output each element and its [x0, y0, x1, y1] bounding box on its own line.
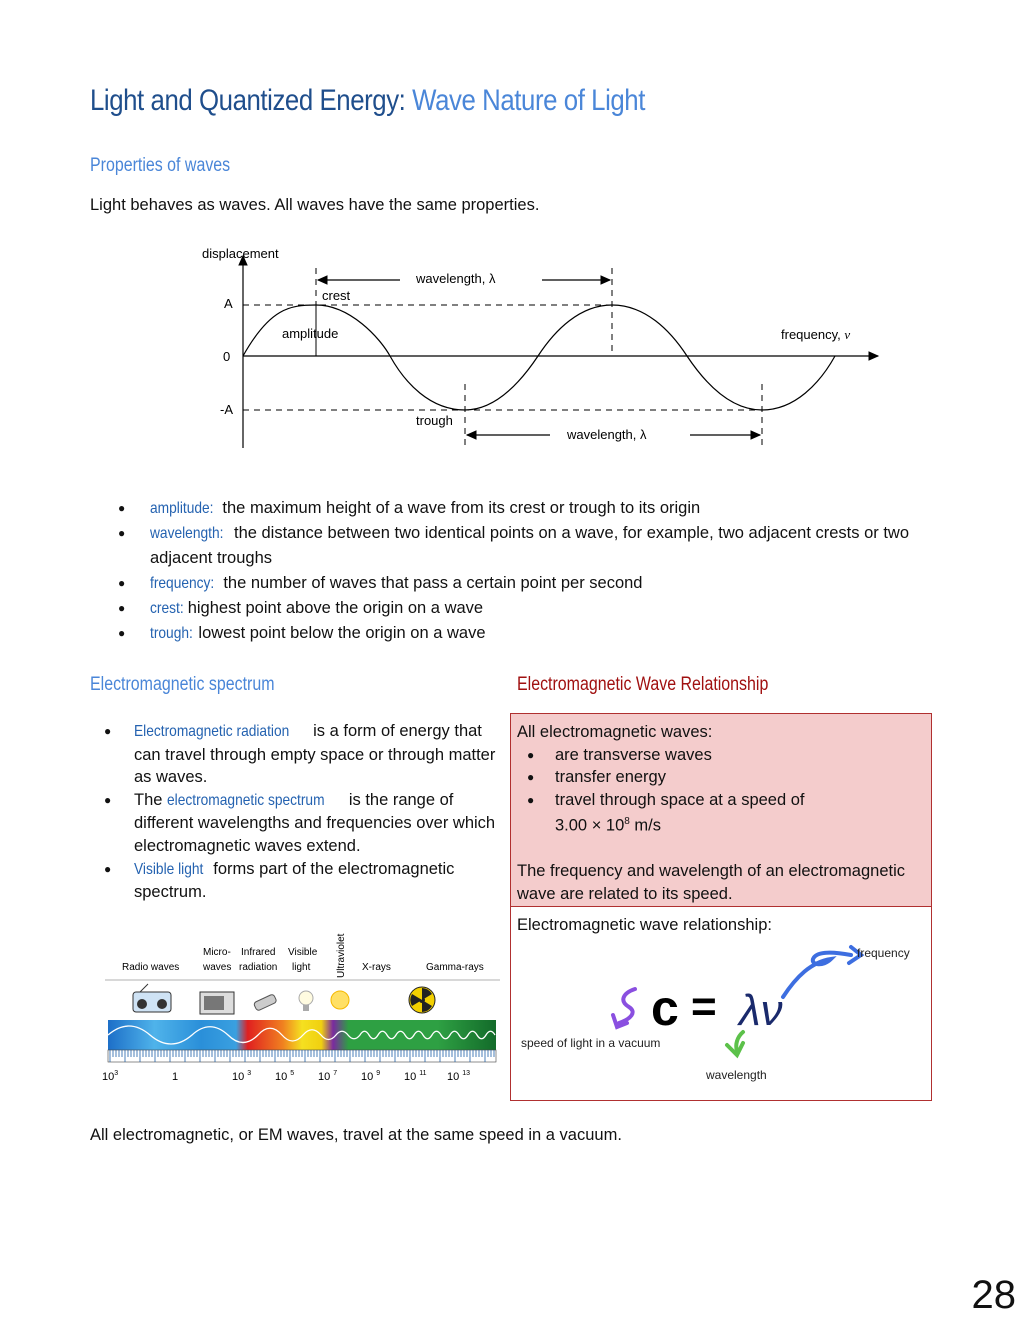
label-displacement: displacement — [202, 246, 279, 261]
em-bullet-prefix: The — [134, 790, 163, 809]
tick-label: 10 $^7$ — [318, 1070, 338, 1083]
list-item — [104, 720, 504, 789]
spectrum-band — [108, 1020, 496, 1050]
label-wavelength: wavelength — [706, 1068, 767, 1082]
tick-label: $10^3$ — [102, 1070, 119, 1083]
em-bullet-text: is the range of different wavelengths and frequencies over which electromagnetic waves extend. — [134, 790, 496, 855]
tick-label: 1 — [172, 1071, 179, 1083]
relation-text: The frequency and wavelength of an electromagnetic wave are related to its speed. — [517, 862, 905, 903]
speed-exponent: 8 — [624, 816, 630, 828]
definition-text: the number of waves that pass a certain point per second — [223, 574, 643, 592]
label-gamma: Gamma-rays — [426, 962, 484, 973]
definition-text: the distance between two identical points on a wave, for example, two adjacent crests or two adjacent troughs — [150, 524, 910, 567]
label-ultraviolet: Ultraviolet — [336, 933, 347, 978]
sun-icon — [331, 991, 349, 1009]
em-bullet-text: is a form of energy that can travel through empty space or through matter as waves. — [134, 722, 496, 787]
em-properties-list — [527, 744, 925, 838]
definition-term: amplitude: — [150, 500, 214, 517]
title-part2: Wave Nature of Light — [412, 84, 645, 117]
heading-em-wave-relationship: Electromagnetic Wave Relationship — [517, 674, 769, 695]
tick-label: 10 $^9$ — [361, 1070, 381, 1083]
heading-em-spectrum: Electromagnetic spectrum — [90, 674, 275, 695]
speed-unit: m/s — [629, 816, 662, 835]
label-speed: speed of light in a vacuum — [521, 1036, 661, 1050]
list-item: ● transfer energy — [527, 766, 925, 789]
list-item: ● are transverse waves — [527, 744, 925, 767]
remote-icon — [253, 994, 277, 1011]
label-frequency: frequency, v — [781, 327, 851, 342]
spectrum-graphic — [100, 920, 505, 1090]
tick-label: 10 $^5$ — [275, 1070, 295, 1083]
label-radio: Radio waves — [122, 962, 180, 973]
equation-c: c — [651, 980, 679, 1036]
label-xrays: X-rays — [362, 962, 391, 973]
page-title — [90, 84, 645, 118]
equation-box — [510, 906, 932, 1101]
box-intro: All electromagnetic waves: — [517, 723, 713, 741]
lightbulb-icon — [299, 991, 313, 1011]
speed-value: 3.00 × 10 — [555, 816, 625, 835]
label-visible2: light — [292, 962, 311, 973]
list-item — [104, 789, 504, 858]
em-bullet-text: forms part of the electromagnetic spectrum. — [134, 859, 455, 902]
equation-rhs: λν — [739, 986, 783, 1035]
term-em-radiation: Electromagnetic radiation — [134, 723, 290, 740]
label-frequency: frequency — [857, 946, 910, 960]
page-number: 28 — [971, 1273, 1016, 1317]
frequency-arrow-icon — [783, 953, 851, 997]
list-item — [104, 858, 504, 904]
tick-label: 10 $^{13}$ — [447, 1070, 471, 1083]
equation-heading: Electromagnetic wave relationship: — [517, 916, 772, 934]
term-visible-light: Visible light — [134, 860, 204, 878]
definition-text: the maximum height of a wave from its crest or trough to its origin — [222, 499, 701, 517]
list-item — [118, 521, 948, 571]
definition-term: trough: — [150, 625, 193, 642]
microwave-icon — [200, 992, 234, 1014]
label-wavelength-bottom: wavelength, λ — [567, 427, 647, 442]
title-part1: Light and Quantized Energy: — [90, 84, 406, 117]
intro-text: Light behaves as waves. All waves have the same properties. — [90, 196, 540, 214]
label-tick-a: A — [224, 296, 233, 311]
label-crest: crest — [322, 288, 351, 303]
sine-wave — [243, 305, 835, 410]
em-properties-box — [510, 713, 932, 907]
radio-icon — [133, 984, 171, 1012]
definition-term: wavelength: — [150, 525, 224, 542]
list-item — [118, 571, 948, 596]
label-micro1: Micro- — [203, 947, 231, 958]
tick-label: 10 $^{11}$ — [404, 1070, 427, 1083]
list-item — [527, 789, 925, 838]
label-trough: trough — [416, 413, 453, 428]
label-tick-0: 0 — [223, 349, 231, 364]
definition-term: crest: — [150, 600, 184, 617]
closing-text: All electromagnetic, or EM waves, travel at the same speed in a vacuum. — [90, 1126, 622, 1144]
label-micro2: waves — [203, 962, 232, 973]
definition-text: highest point above the origin on a wave — [187, 599, 484, 617]
label-visible1: Visible — [288, 947, 318, 958]
label-infrared2: radiation — [239, 962, 278, 973]
label-tick-neg-a: -A — [220, 402, 233, 417]
label-infrared1: Infrared — [241, 947, 276, 958]
tick-label: 10 $^3$ — [232, 1070, 252, 1083]
wave-diagram — [190, 238, 890, 458]
list-item — [118, 496, 948, 521]
heading-properties-of-waves: Properties of waves — [90, 155, 231, 176]
term-em-spectrum: electromagnetic spectrum — [167, 791, 325, 809]
list-item — [118, 621, 948, 646]
equation-equals: = — [691, 982, 717, 1031]
speed-arrow-icon — [619, 989, 635, 1023]
em-bullets — [104, 720, 504, 904]
speed-text: travel through space at a speed of — [555, 790, 805, 809]
label-amplitude: amplitude — [282, 326, 339, 341]
equation-graphic — [511, 937, 931, 1097]
list-item — [118, 596, 948, 621]
label-wavelength-top: wavelength, λ — [416, 271, 496, 286]
definition-term: frequency: — [150, 575, 215, 592]
radiation-icon — [409, 987, 435, 1013]
definition-text: lowest point below the origin on a wave — [198, 624, 486, 642]
definitions-list — [118, 496, 948, 646]
